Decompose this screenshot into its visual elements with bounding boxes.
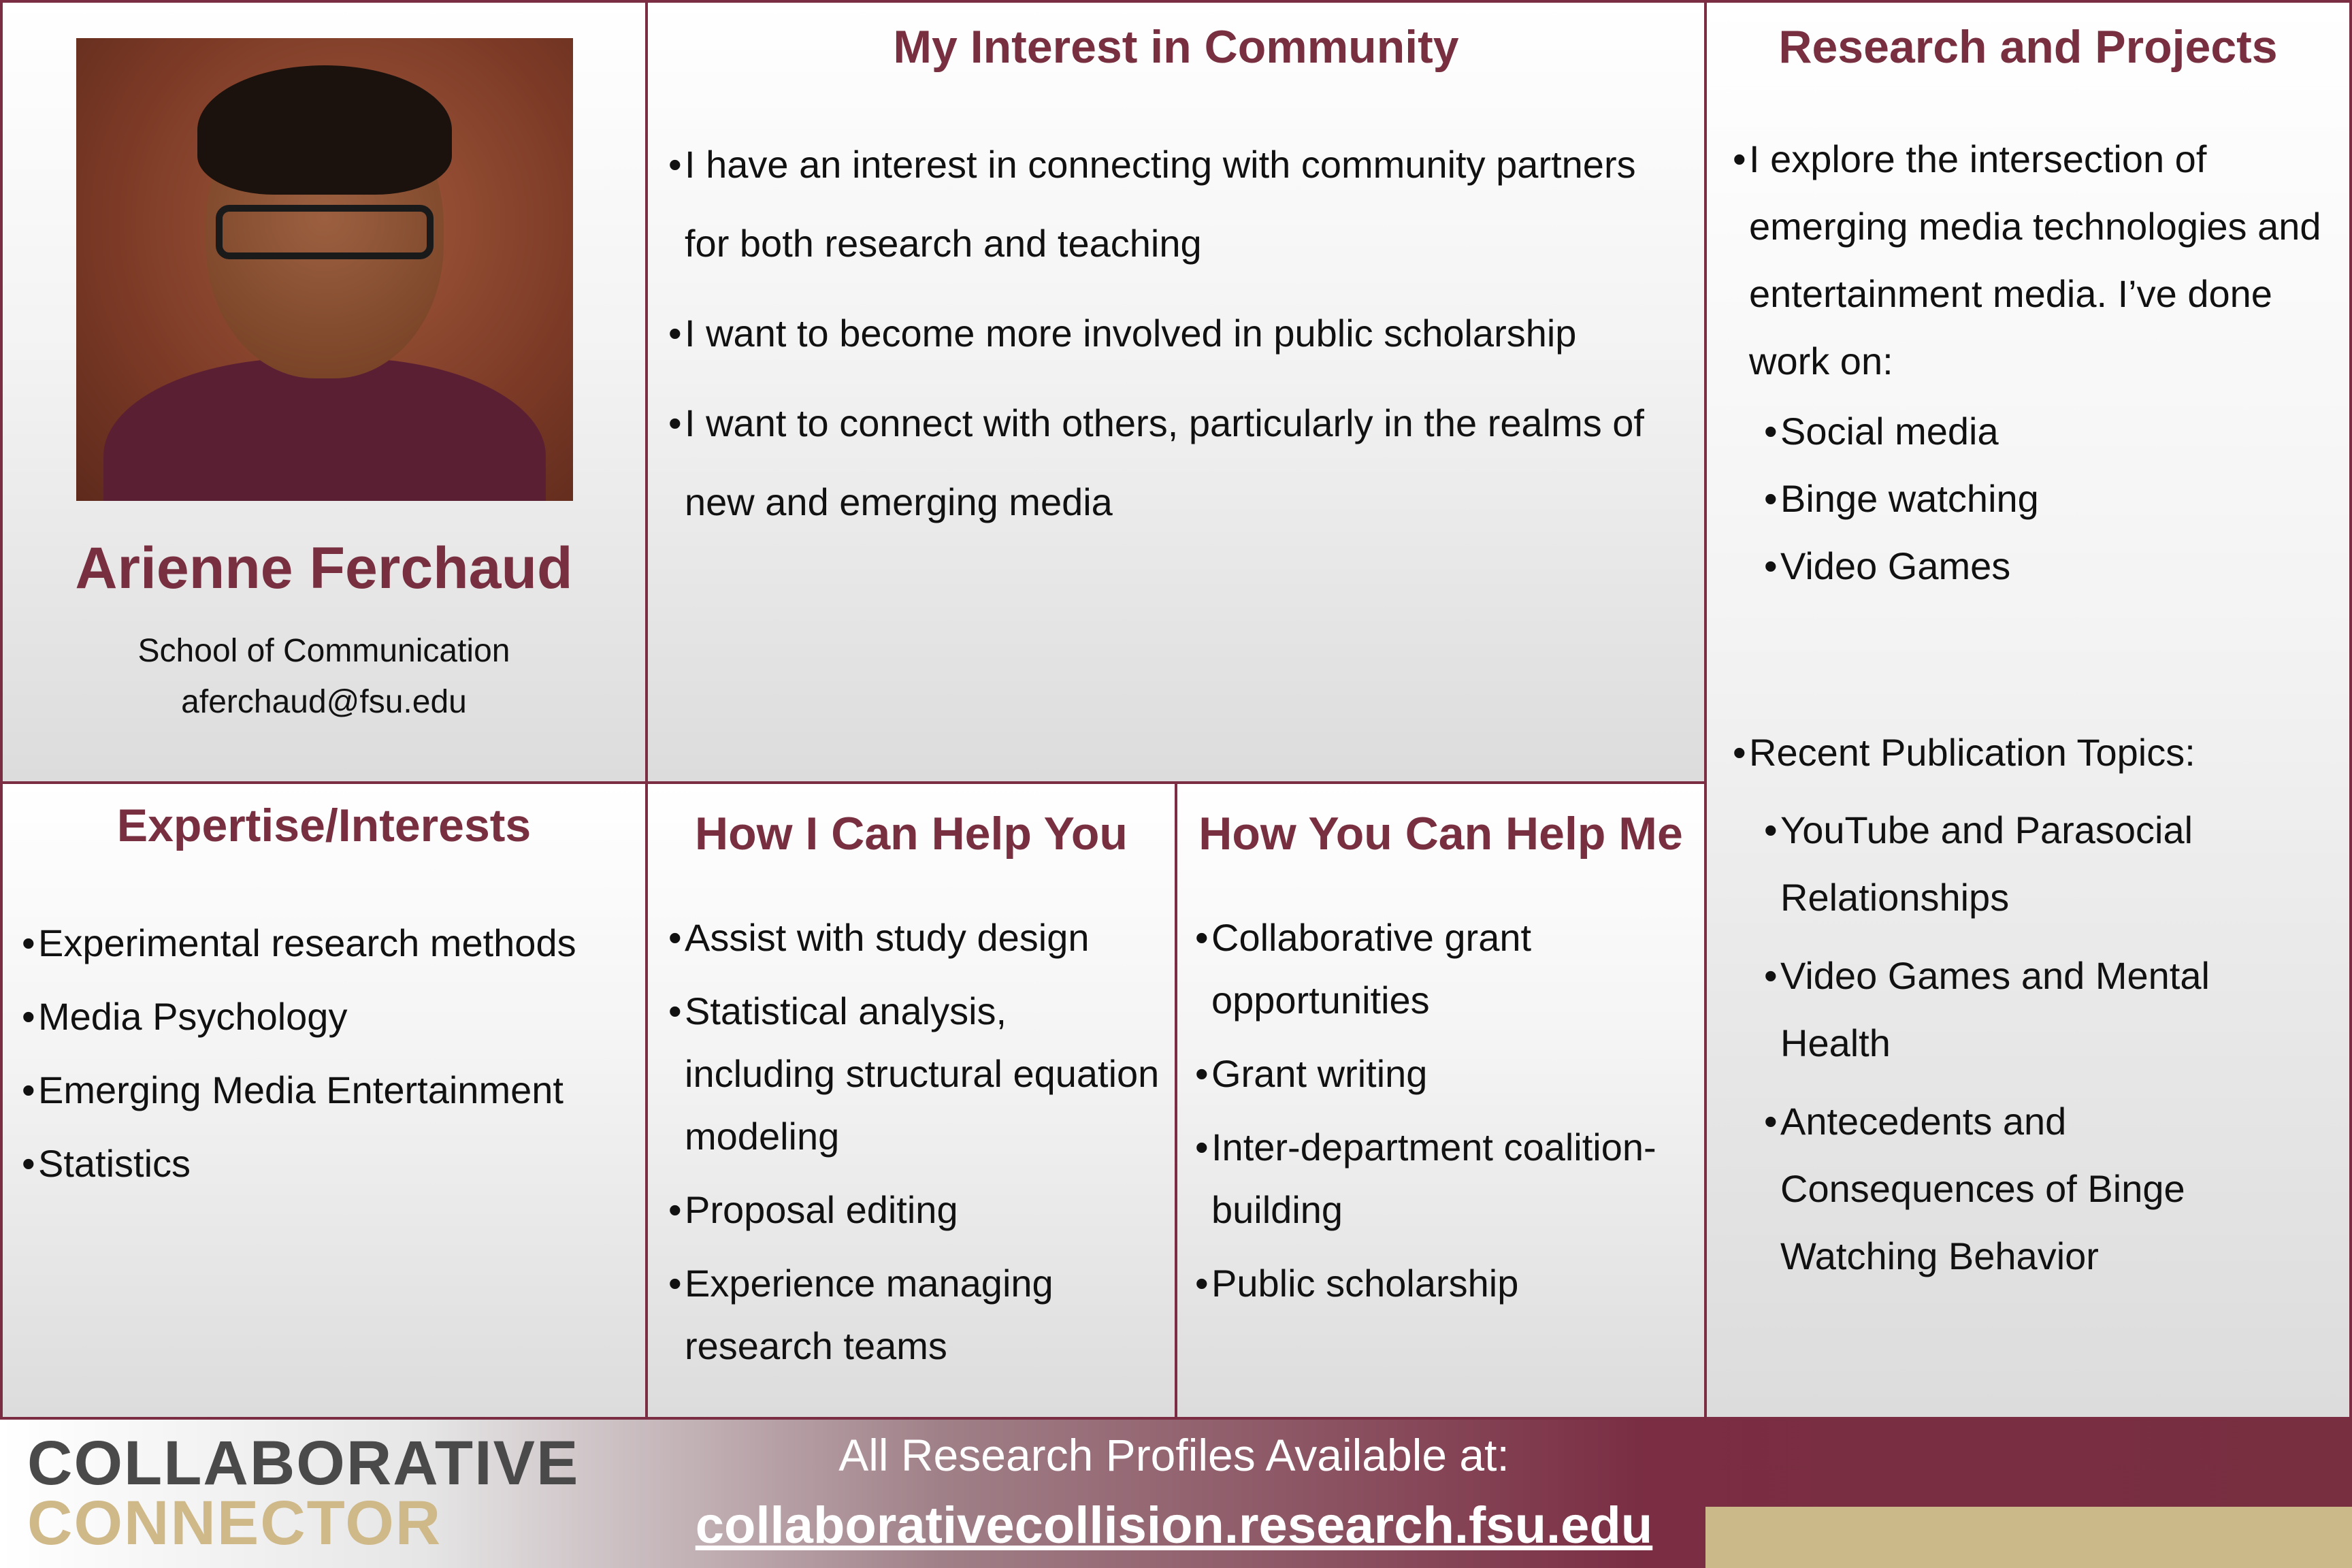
community-item: • I want to connect with others, particularly in the realms of new and emerging media (668, 384, 1689, 542)
research-publication-item: • Antecedents and Consequences of Binge Watching Behavior (1764, 1088, 2311, 1290)
community-item: • I have an interest in connecting with community partners for both research and teaching (668, 125, 1689, 283)
research-publication-topics (1733, 796, 2311, 1290)
help-me-title: How You Can Help Me (1198, 808, 1683, 860)
footer-gold-bar (1705, 1507, 2352, 1568)
help-you-title: How I Can Help You (695, 808, 1128, 860)
help-you-item: • Assist with study design (668, 906, 1165, 969)
research-publications-list (1733, 719, 2332, 786)
community-item: • I want to become more involved in public scholarship (668, 294, 1689, 373)
help-you-item: • Experience managing research teams (668, 1252, 1165, 1377)
photo-glasses-shape (216, 205, 434, 259)
research-title: Research and Projects (1778, 21, 2278, 73)
help-me-list (1195, 906, 1699, 1326)
footer-bar (0, 1420, 2352, 1568)
help-me-panel (1175, 781, 1707, 1420)
expertise-item: • Experimental research methods (22, 906, 634, 980)
logo-text-connector: CONNECTOR (27, 1488, 442, 1558)
expertise-panel (0, 781, 648, 1420)
research-work-item: • Social media (1764, 397, 2332, 465)
research-publications-label: • Recent Publication Topics: (1733, 719, 2332, 786)
research-work-item: • Binge watching (1764, 465, 2332, 532)
profile-email[interactable]: aferchaud@fsu.edu (181, 684, 467, 720)
expertise-title: Expertise/Interests (116, 800, 532, 851)
research-publication-item: • Video Games and Mental Health (1764, 942, 2311, 1077)
profile-panel (0, 0, 648, 784)
expertise-item: • Statistics (22, 1127, 634, 1200)
help-me-item: • Grant writing (1195, 1043, 1699, 1105)
expertise-item: • Media Psychology (22, 980, 634, 1054)
research-list (1733, 125, 2332, 395)
photo-body-shape (103, 358, 546, 501)
research-publication-item: • YouTube and Parasocial Relationships (1764, 796, 2311, 931)
community-list (668, 125, 1689, 553)
profile-department: School of Communication (137, 633, 510, 669)
research-work-list (1733, 397, 2332, 600)
expertise-list (22, 906, 634, 1200)
help-you-item: • Proposal editing (668, 1179, 1165, 1241)
help-me-item: • Inter-department coalition-building (1195, 1116, 1699, 1241)
research-panel (1704, 0, 2352, 1420)
footer-caption: All Research Profiles Available at: (838, 1430, 1509, 1480)
help-me-item: • Public scholarship (1195, 1252, 1699, 1315)
help-you-panel (645, 781, 1177, 1420)
profile-name: Arienne Ferchaud (75, 536, 573, 601)
research-work-item: • Video Games (1764, 532, 2332, 600)
footer-url-link[interactable]: collaborativecollision.research.fsu.edu (695, 1497, 1653, 1554)
photo-hair-shape (197, 65, 452, 195)
help-you-list (668, 906, 1165, 1388)
community-title: My Interest in Community (893, 21, 1459, 73)
research-intro: • I explore the intersection of emerging media technologies and entertainment media. I’ve done work on: (1733, 125, 2332, 395)
profile-photo (76, 38, 573, 501)
help-you-item: • Statistical analysis, including structural equation modeling (668, 980, 1165, 1168)
community-panel (645, 0, 1707, 784)
logo-text-collaborative: COLLABORATIVE (27, 1428, 580, 1498)
expertise-item: • Emerging Media Entertainment (22, 1054, 634, 1127)
help-me-item: • Collaborative grant opportunities (1195, 906, 1699, 1032)
